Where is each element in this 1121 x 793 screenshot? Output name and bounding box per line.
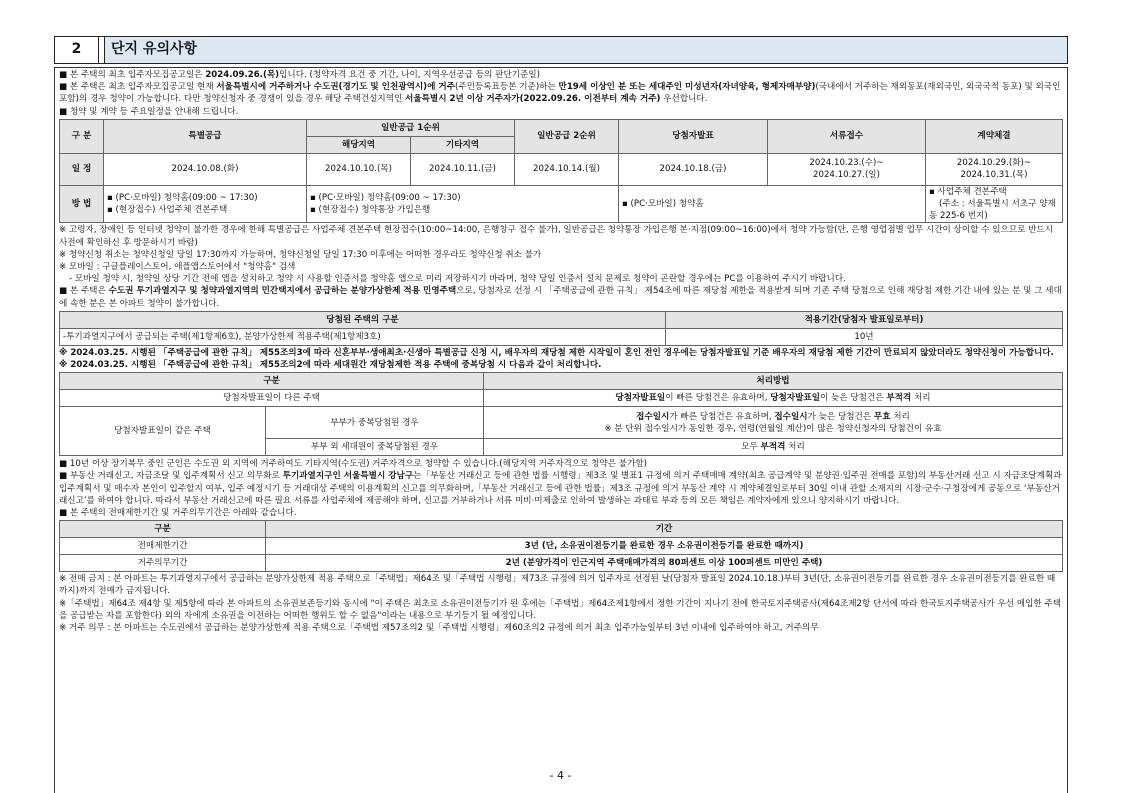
note-mobile: ※ 모바일 : 구글플레이스토어, 애플앱스토어에서 "청약홈" 검색	[59, 262, 296, 273]
period-row2-value: 2년 (분양가격이 인근지역 주택매매가격의 80퍼센트 이상 100퍼센트 미만인 주택)	[266, 555, 1063, 572]
note-mobile-detail: - 모바일 청약 시, 청약일 상당 기간 전에 앱을 설치하고 청약 시 사용할 인증서를 청약홈 앱으로 미리 저장하시기 바라며, 청약 당일 인증서 설치 문제로 청약이 곤란할 경우에는 PC를 이용하여 주시기 바랍니다.	[69, 274, 846, 285]
date-local: 2024.10.10.(목)	[307, 153, 411, 185]
note-period-intro: ■ 본 주택의 전매제한기간 및 거주의무기간은 아래와 같습니다.	[59, 508, 297, 519]
restrict-header-period: 적용기간(당첨자 발표일로부터)	[666, 311, 1063, 328]
period-row1-type: 전매제한기간	[60, 538, 266, 555]
restrict-header-type: 당첨된 주택의 구분	[60, 311, 666, 328]
schedule-header-local: 해당지역	[307, 136, 411, 153]
date-special: 2024.10.08.(화)	[104, 153, 307, 185]
intro-line-3: ■ 청약 및 계약 등 주요일정을 안내해 드립니다.	[59, 106, 239, 117]
section-number: 2	[55, 37, 99, 63]
schedule-header-winner: 당첨자발표	[619, 119, 768, 153]
period-row2-type: 거주의무기간	[60, 555, 266, 572]
date-contract: 2024.10.29.(화)~ 2024.10.31.(목)	[926, 153, 1063, 185]
bold-note-2: ※ 2024.03.25. 시행된 「주택공급에 관한 규칙」 제55조의2에 따라 세대원간 재당첨제한 적용 주택에 중복당첨 시 다음과 같이 처리합니다.	[59, 360, 602, 371]
dup-row2-method: 접수일시가 빠른 당첨건은 유효하며, 접수일시가 늦은 당첨건은 무효 처리 ※ 분 단위 접수일시가 동일한 경우, 연령(연월일 계산)이 많은 청약신청자의 당첨건이 유효	[484, 407, 1063, 439]
notes-group-3	[59, 573, 1063, 634]
notice-box	[54, 67, 1068, 793]
method-docs: ▪ 사업주체 견본주택 (주소 : 서울특별시 서초구 양재동 225-6 번지)	[926, 185, 1063, 223]
schedule-header-other: 기타지역	[411, 136, 515, 153]
method-rank: ▪ (PC·모바일) 청약홈(09:00 ~ 17:30) ▪ (현장접수) 청약통장 가입은행	[307, 185, 619, 223]
date-rank2: 2024.10.14.(월)	[515, 153, 619, 185]
schedule-header-rank1: 일반공급 1순위	[307, 119, 515, 136]
method-winner: ▪ (PC·모바일) 청약홈	[619, 185, 926, 223]
intro-line-1: ■ 본 주택의 최초 입주자모집공고일은 2024.09.26.(목)입니다. (청약자격 요건 중 기간, 나이, 지역우선공급 등의 판단기준일)	[59, 70, 541, 80]
schedule-header-rank2: 일반공급 2순위	[515, 119, 619, 153]
schedule-header-contract: 계약체결	[926, 119, 1063, 153]
date-winner: 2024.10.18.(금)	[619, 153, 768, 185]
notes-group-2	[59, 458, 1063, 519]
dup-header-type: 구분	[60, 373, 484, 390]
note-elderly: ※ 고령자, 장애인 등 인터넷 청약이 불가한 경우에 한해 특별공급은 사업주체 견본주택 현장접수(10:00~14:00, 은행창구 접수 불가), 일반공급은 청약통장 가입은행 본·지점(09:00~16:00)에서 청약 가능함(단, 은행 영업점별 업무 시간이 상이할 수 있으므로 반드시 사전에 확인하신 후 방문하시기 바람)	[59, 225, 1054, 248]
note-residence: ※ 거주 의무 : 본 아파트는 수도권에서 공급하는 분양가상한제 적용 주택으로「주택법 제57조의2 및「주택법 시행령」제60조의2 규정에 의거 최초 입주가능일부터 3년 이내에 입주하여야 하고, 거주의무	[59, 623, 819, 634]
bold-notes	[59, 347, 1063, 371]
note-cancel: ※ 청약신청 취소는 청약신청일 당일 17:30까지 가능하며, 청약신청일 당일 17:30 이후에는 어떠한 경우라도 청약신청 취소 불가	[59, 249, 542, 260]
bold-note-1: ※ 2024.03.25. 시행된 「주택공급에 관한 규칙」 제55조의3에 따라 신혼부부·생애최초·신생아 특별공급 신청 시, 배우자의 재당첨 제한 시작일이 혼인 전인 경우에는 당첨자발표일 기준 배우자의 재당첨 제한 기간이 만료되지 않았더라도 청약신청이 가능합니다.	[59, 347, 1054, 358]
schedule-header-gubun: 구 분	[60, 119, 104, 153]
date-other: 2024.10.11.(금)	[411, 153, 515, 185]
notes-group-1	[59, 224, 1063, 309]
method-special: ▪ (PC·모바일) 청약홈(09:00 ~ 17:30) ▪ (현장접수) 사업주체 견본주택	[104, 185, 307, 223]
period-row1-value: 3년 (단, 소유권이전등기를 완료한 경우 소유권이전등기를 완료한 때까지)	[266, 538, 1063, 555]
dup-row3-sub: 부부 외 세대원이 중복당첨된 경우	[266, 439, 484, 456]
intro-line-2: ■ 본 주택은 최초 입주자모집공고일 현재 서울특별시에 거주하거나 수도권(경기도 및 인천광역시)에 거주(주민등록표등본 기준)하는 만19세 이상인 분 또는 세대주인 미성년자(자녀양육, 형제자매부양)(국내에서 거주하는 재외동포(재외국민, 외국국적 동포) 및 외국인 포함)의 경우 청약이 가능합니다. 다만 청약신청자 중 경쟁이 있을 경우 해당 주택건설지역인 서울특별시 2년 이상 거주자가(2022.09.26. 이전부터 계속 거주) 우선합니다.	[59, 82, 1061, 105]
schedule-table	[59, 119, 1063, 224]
schedule-header-special: 특별공급	[104, 119, 307, 153]
schedule-row-date-label: 일 정	[60, 153, 104, 185]
note-military: ■ 10년 이상 장기복무 중인 군인은 수도권 외 지역에 거주하여도 기타지역(수도권) 거주자격으로 청약할 수 있습니다.(해당지역 거주자격으로 청약은 불가함)	[59, 459, 648, 470]
dup-row1-method: 당첨자발표일이 빠른 당첨건은 유효하며, 당첨자발표일이 늦은 당첨건은 부적격 처리	[484, 390, 1063, 407]
page	[54, 36, 1068, 793]
page-number: - 4 -	[549, 769, 572, 782]
dup-row1-type: 당첨자발표일이 다른 주택	[60, 390, 484, 407]
schedule-header-docs: 서류접수	[768, 119, 926, 153]
dup-row2-sub: 부부가 중복당첨된 경우	[266, 407, 484, 439]
period-header-type: 구분	[60, 521, 266, 538]
section-title: 단지 유의사항	[111, 41, 198, 58]
period-table	[59, 520, 1063, 572]
duplicate-table	[59, 372, 1063, 456]
date-docs: 2024.10.23.(수)~ 2024.10.27.(일)	[768, 153, 926, 185]
dup-header-method: 처리방법	[484, 373, 1063, 390]
section-header	[54, 36, 1068, 64]
schedule-row-method-label: 방 법	[60, 185, 104, 223]
dup-row2-type: 당첨자발표일이 같은 주택	[60, 407, 266, 456]
note-restrict: ■ 본 주택은 수도권 투기과열지구 및 청약과열지역의 민간택지에서 공급하는 분양가상한제 적용 민영주택으로, 당첨자로 선정 시 「주택공급에 관한 규칙」 제54조에 따른 재당첨 제한을 적용받게 되며 기존 주택 당첨으로 인해 재당첨 제한 기간 내에 있는 분 및 그 세대에 속한 분은 본 아파트 청약이 불가합니다.	[59, 286, 1062, 309]
dup-row3-method: 모두 부적격 처리	[484, 439, 1063, 456]
note-resale: ※ 전매 금지 : 본 아파트는 투기과열지구에서 공급하는 분양가상한제 적용 주택으로「주택법」제64조 및「주택법 시행령」제73조 규정에 의거 입주자로 선정된 날(당첨자 발표일 2024.10.18.)부터 3년(단, 소유권이전등기를 완료한 경우 소유권이전등기를 완료한 때까지)까지 전매가 금지됩니다.	[59, 574, 1056, 597]
restrict-type: -투기과열지구에서 공급되는 주택(제1항제6호), 분양가상한제 적용주택(제1항제3호)	[60, 328, 666, 345]
restrict-table	[59, 311, 1063, 346]
period-header-period: 기간	[266, 521, 1063, 538]
note-report: ■ 부동산 거래신고, 자금조달 및 입주계획서 신고 의무화로 투기과열지구인 서울특별시 강남구는「부동산 거래신고 등에 관한 법률 시행령」제3조 및 별표1 규정에 의거 주택매매 계약(최초 공급계약 및 분양권·입주권 전매를 포함)의 부동산거래 신고 시 자금조달계획과 입주계획서 및 매수자 본인이 입주할지 여부, 입주 예정시기 등 거래대상 주택의 이용계획의 신고를 의무화하며,「부동산 거래신고 등에 관한 법률」제3조 규정에 의거 부동산 계약 시 계약체결일로부터 30일 이내 관할 소재지의 시장·군수·구청장에게 공동으로 ‘부동산거래신고’를 하여야 합니다. 따라서 부동산 거래신고에 따른 필요 서류를 사업주체에 제공해야 하며, 신고를 거부하거나 서류 미비·미제출로 인하여 발생하는 과태료 부과 등의 모든 책임은 계약자에게 있으니 양지하시기 바랍니다.	[59, 471, 1062, 506]
note-registration: ※「주택법」제64조 제4항 및 제5항에 따라 본 아파트의 소유권보존등기와 동시에 "이 주택은 최초로 소유권이전등기가 된 후에는「주택법」제64조제1항에서 정한 기간이 지나기 전에 한국토지주택공사(제64조제2항 단서에 따라 한국토지주택공사가 우선 매입한 주택을 공급받는 자를 포함한다) 외의 자에게 소유권을 이전하는 어떠한 행위도 할 수 없음"이라는 내용으로 부기등기 될 예정입니다.	[59, 598, 1062, 621]
restrict-period: 10년	[666, 328, 1063, 345]
